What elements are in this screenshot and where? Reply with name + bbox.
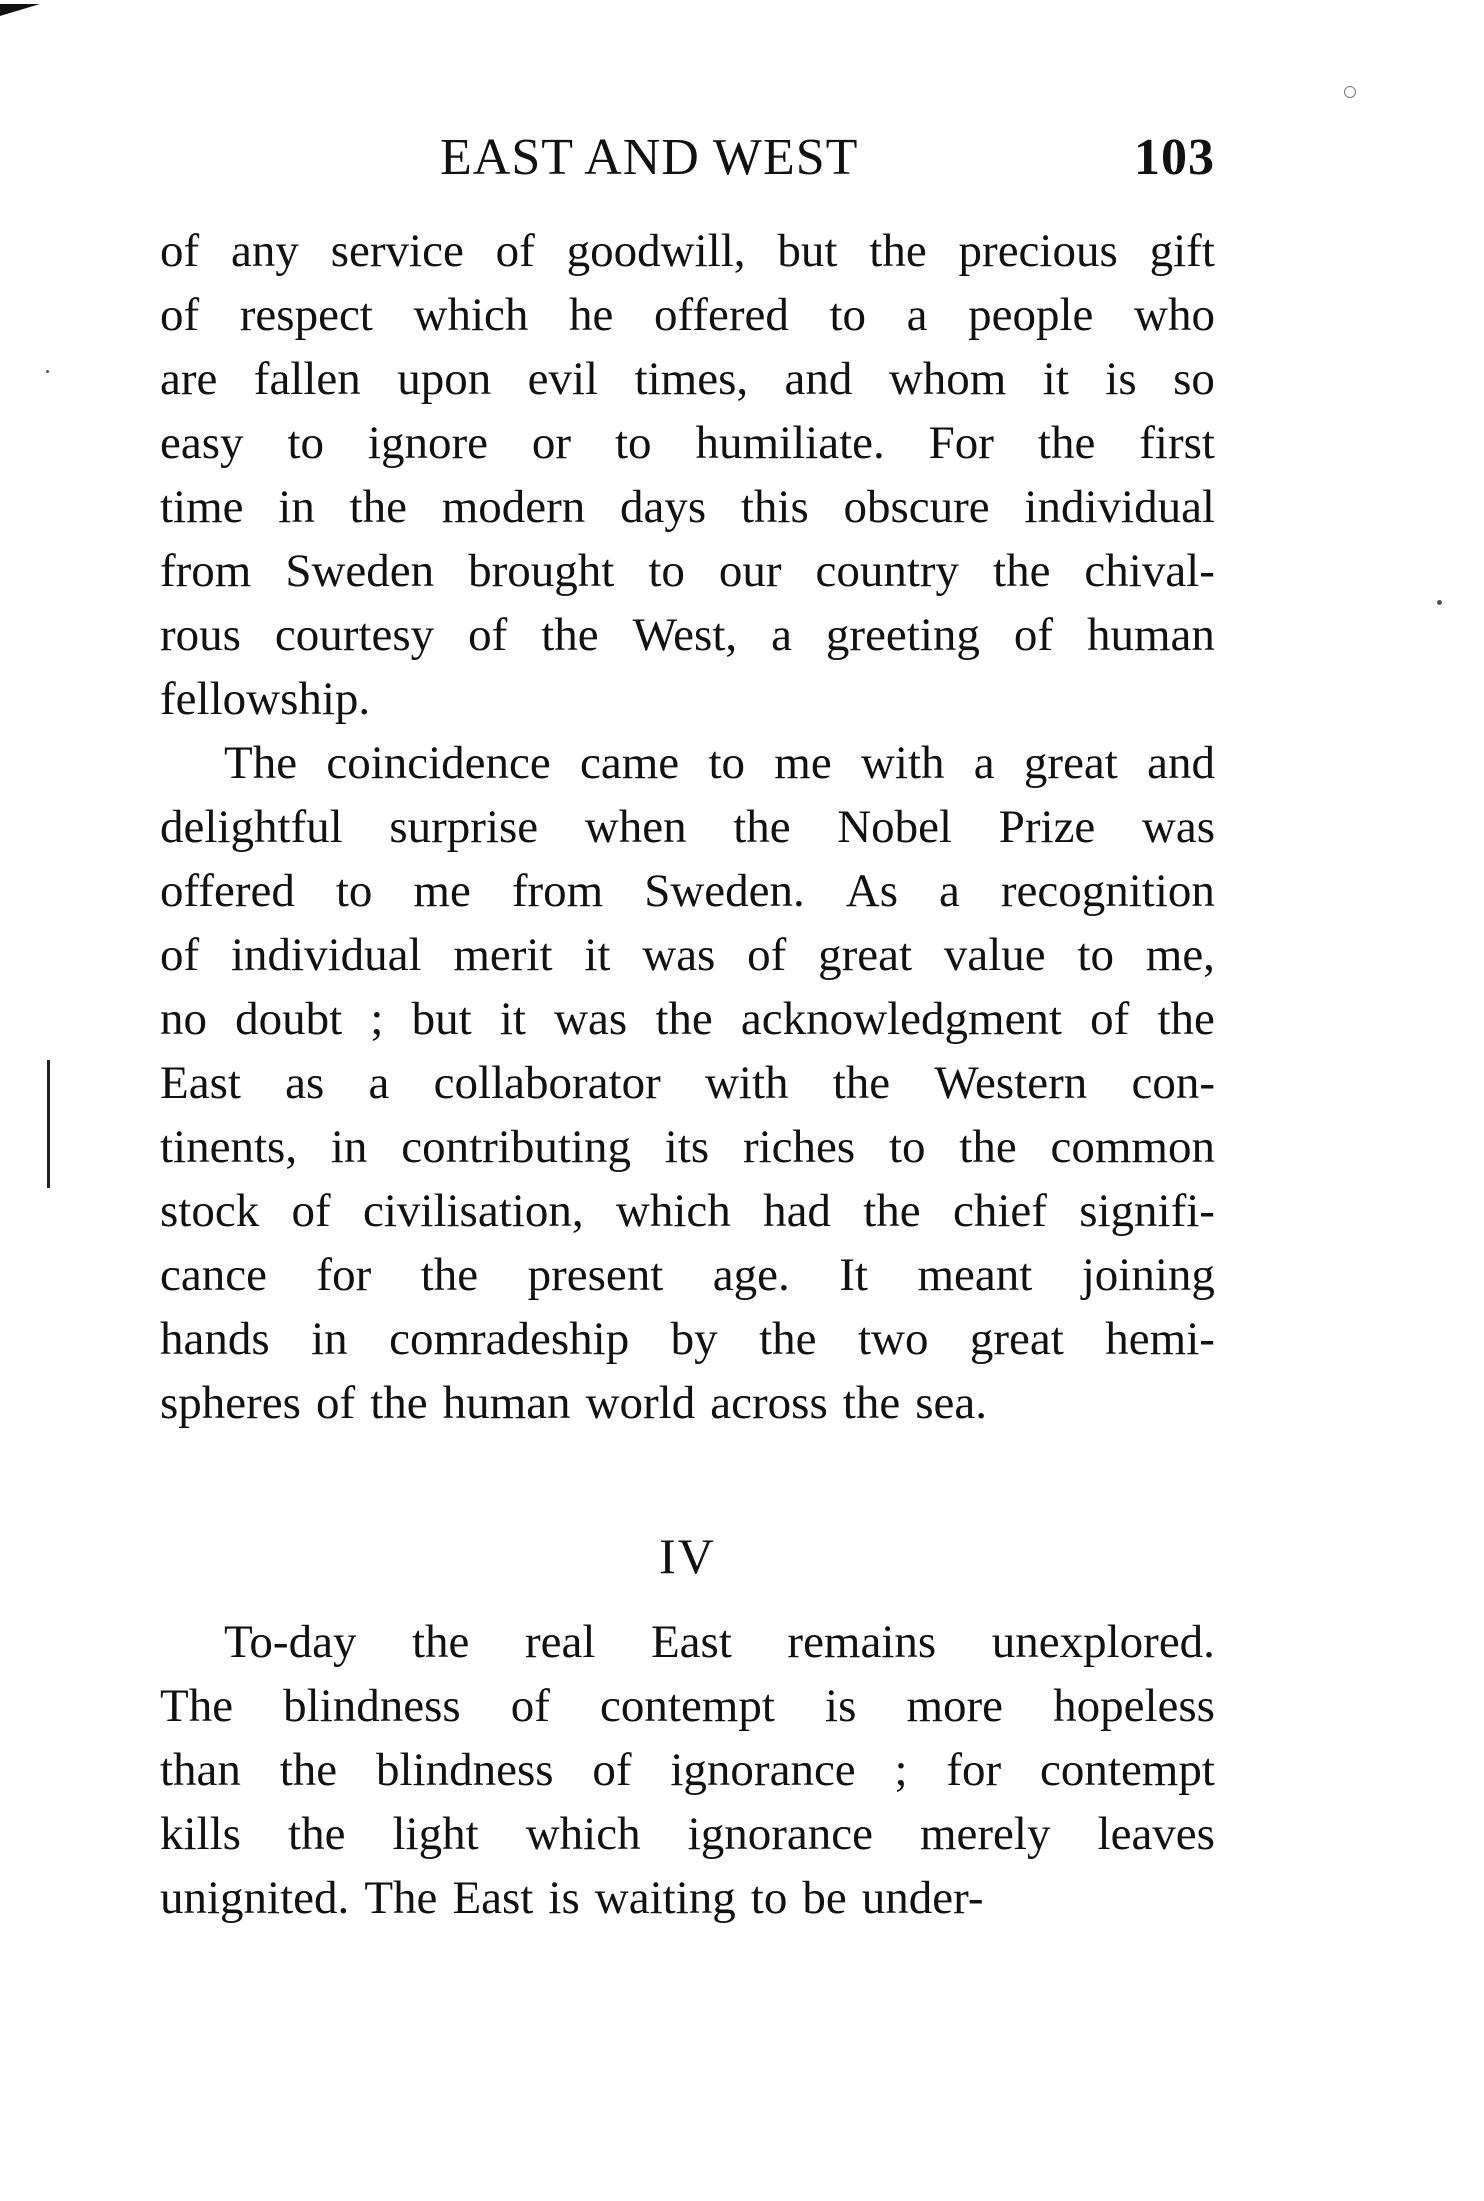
word: by	[670, 1313, 718, 1365]
word: modern	[441, 481, 586, 533]
word: as	[285, 1057, 325, 1109]
text-line	[160, 731, 1215, 795]
word: first	[1139, 417, 1215, 469]
word: in	[278, 481, 315, 533]
word: its	[664, 1121, 710, 1173]
word: the	[288, 1808, 346, 1860]
word: Prize	[998, 801, 1096, 853]
word: great	[1023, 737, 1118, 789]
word: time	[160, 481, 244, 533]
text-line	[160, 859, 1215, 923]
word: West,	[632, 609, 738, 661]
word: rous	[160, 609, 241, 661]
word: service	[330, 225, 464, 277]
text-line	[160, 347, 1215, 411]
text-line	[160, 1371, 1215, 1435]
word: easy	[160, 417, 244, 469]
word: the	[733, 801, 791, 853]
word: but	[777, 225, 838, 277]
text-line	[160, 1802, 1215, 1866]
word: to	[1077, 929, 1114, 981]
word: of	[160, 225, 200, 277]
word: Sweden.	[644, 865, 805, 917]
section-heading: IV	[659, 1528, 716, 1584]
word: acknowledgment	[740, 993, 1062, 1045]
word: across	[710, 1377, 828, 1429]
word: more	[906, 1680, 1004, 1732]
word: the	[370, 1377, 428, 1429]
word: brought	[468, 545, 615, 597]
text-line	[160, 1179, 1215, 1243]
word: ;	[370, 993, 384, 1045]
word: It	[839, 1249, 868, 1301]
scan-speck	[46, 370, 49, 373]
word: me,	[1145, 929, 1215, 981]
word: The	[364, 1872, 438, 1924]
word: kills	[160, 1808, 241, 1860]
word: hemi-	[1105, 1313, 1215, 1365]
word: the	[1037, 417, 1096, 469]
word: great	[969, 1313, 1064, 1365]
word: to	[335, 865, 373, 917]
text-line	[160, 923, 1215, 987]
word: in	[330, 1121, 368, 1173]
word: gift	[1149, 225, 1215, 277]
word: when	[584, 801, 687, 853]
word: contributing	[401, 1121, 631, 1173]
word: great	[818, 929, 913, 981]
word: human	[442, 1377, 571, 1429]
word: unexplored.	[991, 1616, 1215, 1668]
word: came	[580, 737, 680, 789]
word: who	[1134, 289, 1215, 341]
word: from	[511, 865, 604, 917]
word: two	[857, 1313, 929, 1365]
word: coincidence	[326, 737, 551, 789]
word: me	[413, 865, 471, 917]
word: common	[1050, 1121, 1215, 1173]
text-line	[160, 795, 1215, 859]
word: to	[888, 1121, 926, 1173]
word: is	[1105, 353, 1137, 405]
word: the	[279, 1744, 338, 1796]
word: cance	[160, 1249, 267, 1301]
word: contempt	[1040, 1744, 1215, 1796]
word: any	[231, 225, 299, 277]
word: which	[615, 1185, 731, 1237]
word: of	[1013, 609, 1054, 661]
word: was	[642, 929, 716, 981]
text-line	[160, 539, 1215, 603]
word: for	[316, 1249, 372, 1301]
text-line	[160, 1866, 1215, 1930]
word: signifi-	[1079, 1185, 1215, 1237]
word: the	[420, 1249, 479, 1301]
word: to	[829, 289, 867, 341]
text-line	[160, 1307, 1215, 1371]
word: Nobel	[837, 801, 953, 853]
word: hands	[160, 1313, 270, 1365]
word: the	[863, 1185, 921, 1237]
word: greeting	[825, 609, 980, 661]
word: it	[499, 993, 526, 1045]
word: unignited.	[160, 1872, 350, 1924]
word: the	[842, 1377, 901, 1429]
word: was	[554, 993, 628, 1045]
word: to	[708, 737, 745, 789]
word: of	[160, 289, 200, 341]
paragraph	[160, 731, 1215, 1435]
word: ignorance	[670, 1744, 856, 1796]
word: recognition	[1000, 865, 1215, 917]
word: joining	[1081, 1249, 1215, 1301]
word: was	[1141, 801, 1215, 853]
word: under-	[861, 1872, 984, 1924]
word: humiliate.	[695, 417, 885, 469]
text-line	[160, 1051, 1215, 1115]
word: doubt	[235, 993, 343, 1045]
word: light	[392, 1808, 479, 1860]
word: blindness	[283, 1680, 461, 1732]
word: he	[569, 289, 614, 341]
word: tinents,	[160, 1121, 298, 1173]
corner-scan-mark	[0, 4, 40, 16]
word: days	[619, 481, 707, 533]
word: As	[845, 865, 898, 917]
word: stock	[160, 1185, 260, 1237]
word: delightful	[160, 801, 343, 853]
word: leaves	[1097, 1808, 1215, 1860]
word: sea.	[915, 1377, 987, 1429]
word: or	[531, 417, 572, 469]
word: courtesy	[274, 609, 435, 661]
word: the	[832, 1057, 891, 1109]
word: of	[495, 225, 535, 277]
text-block-main	[160, 219, 1215, 1435]
word: remains	[787, 1616, 937, 1668]
word: and	[784, 353, 853, 405]
word: The	[160, 1680, 234, 1732]
word: East	[160, 1057, 241, 1109]
word: a	[906, 289, 928, 341]
word: times,	[634, 353, 749, 405]
word: merit	[453, 929, 553, 981]
word: The	[224, 737, 298, 789]
word: which	[413, 289, 529, 341]
word: people	[968, 289, 1094, 341]
text-line	[160, 283, 1215, 347]
word: present	[527, 1249, 664, 1301]
word: human	[1086, 609, 1215, 661]
word: obscure	[843, 481, 990, 533]
word: upon	[397, 353, 492, 405]
word: ;	[894, 1744, 908, 1796]
word: the	[541, 609, 599, 661]
word: this	[740, 481, 809, 533]
text-line	[160, 1243, 1215, 1307]
text-line	[160, 603, 1215, 667]
word: from	[160, 545, 252, 597]
word: a	[973, 737, 995, 789]
word: offered	[160, 865, 295, 917]
word: goodwill,	[566, 225, 746, 277]
word: is	[548, 1872, 580, 1924]
word: value	[943, 929, 1046, 981]
text-line	[160, 411, 1215, 475]
word: to	[615, 417, 652, 469]
text-line	[160, 1738, 1215, 1802]
word: ignorance	[687, 1808, 873, 1860]
word: country	[815, 545, 960, 597]
word: offered	[654, 289, 789, 341]
scan-edge-bar	[47, 1060, 50, 1188]
word: of	[160, 929, 200, 981]
word: our	[718, 545, 782, 597]
text-block-section	[160, 1610, 1215, 1930]
text-line	[160, 667, 1215, 731]
word: the	[655, 993, 713, 1045]
word: with	[860, 737, 945, 789]
word: precious	[958, 225, 1118, 277]
word: to	[648, 545, 685, 597]
word: me	[774, 737, 832, 789]
word: of	[510, 1680, 550, 1732]
word: of	[291, 1185, 331, 1237]
word: the	[349, 481, 407, 533]
word: be	[802, 1872, 847, 1924]
word: a	[938, 865, 960, 917]
word: chief	[952, 1185, 1047, 1237]
word: surprise	[389, 801, 539, 853]
word: a	[368, 1057, 390, 1109]
word: fallen	[253, 353, 361, 405]
word: chival-	[1084, 545, 1215, 597]
word: spheres	[160, 1377, 301, 1429]
word: than	[160, 1744, 241, 1796]
word: with	[704, 1057, 789, 1109]
word: world	[585, 1377, 696, 1429]
scan-speck	[1437, 600, 1442, 605]
word: had	[763, 1185, 831, 1237]
word: comradeship	[389, 1313, 630, 1365]
paragraph	[160, 219, 1215, 731]
text-line	[160, 1674, 1215, 1738]
word: no	[160, 993, 207, 1045]
word: evil	[527, 353, 599, 405]
word: of	[468, 609, 508, 661]
word: To-day	[224, 1616, 357, 1668]
word: real	[524, 1616, 596, 1668]
word: in	[311, 1313, 348, 1365]
word: whom	[888, 353, 1007, 405]
word: For	[928, 417, 994, 469]
word: Sweden	[285, 545, 435, 597]
paragraph	[160, 1610, 1215, 1930]
word: it	[1042, 353, 1069, 405]
word: civilisation,	[362, 1185, 584, 1237]
word: age.	[712, 1249, 790, 1301]
word: riches	[742, 1121, 856, 1173]
word: the	[1157, 993, 1215, 1045]
text-line	[160, 475, 1215, 539]
word: hopeless	[1053, 1680, 1215, 1732]
word: individual	[1024, 481, 1215, 533]
word: which	[525, 1808, 641, 1860]
running-title: EAST AND WEST	[440, 129, 859, 186]
word: waiting	[594, 1872, 736, 1924]
word: of	[747, 929, 787, 981]
word: so	[1173, 353, 1215, 405]
word: the	[869, 225, 927, 277]
scan-speck	[1344, 86, 1356, 98]
word: the	[959, 1121, 1017, 1173]
word: blindness	[376, 1744, 554, 1796]
text-line	[160, 219, 1215, 283]
word: a	[771, 609, 792, 661]
word: fellowship.	[160, 673, 371, 725]
word: to	[287, 417, 324, 469]
text-line	[160, 1115, 1215, 1179]
word: of	[316, 1377, 356, 1429]
word: con-	[1131, 1057, 1215, 1109]
word: respect	[239, 289, 373, 341]
word: ignore	[367, 417, 488, 469]
text-line	[160, 987, 1215, 1051]
word: of	[1090, 993, 1130, 1045]
word: the	[412, 1616, 470, 1668]
word: meant	[917, 1249, 1033, 1301]
word: individual	[230, 929, 422, 981]
word: contempt	[600, 1680, 775, 1732]
word: Western	[934, 1057, 1088, 1109]
running-head	[160, 128, 1215, 188]
word: the	[759, 1313, 817, 1365]
word: but	[411, 993, 472, 1045]
word: for	[946, 1744, 1002, 1796]
word: is	[825, 1680, 857, 1732]
word: the	[993, 545, 1051, 597]
word: of	[592, 1744, 632, 1796]
word: are	[160, 353, 218, 405]
word: to	[750, 1872, 788, 1924]
word: collaborator	[433, 1057, 661, 1109]
text-line	[160, 1610, 1215, 1674]
word: and	[1147, 737, 1215, 789]
word: East	[650, 1616, 732, 1668]
word: it	[584, 929, 611, 981]
page-number: 103	[1134, 129, 1215, 186]
word: merely	[919, 1808, 1051, 1860]
word: East	[452, 1872, 534, 1924]
